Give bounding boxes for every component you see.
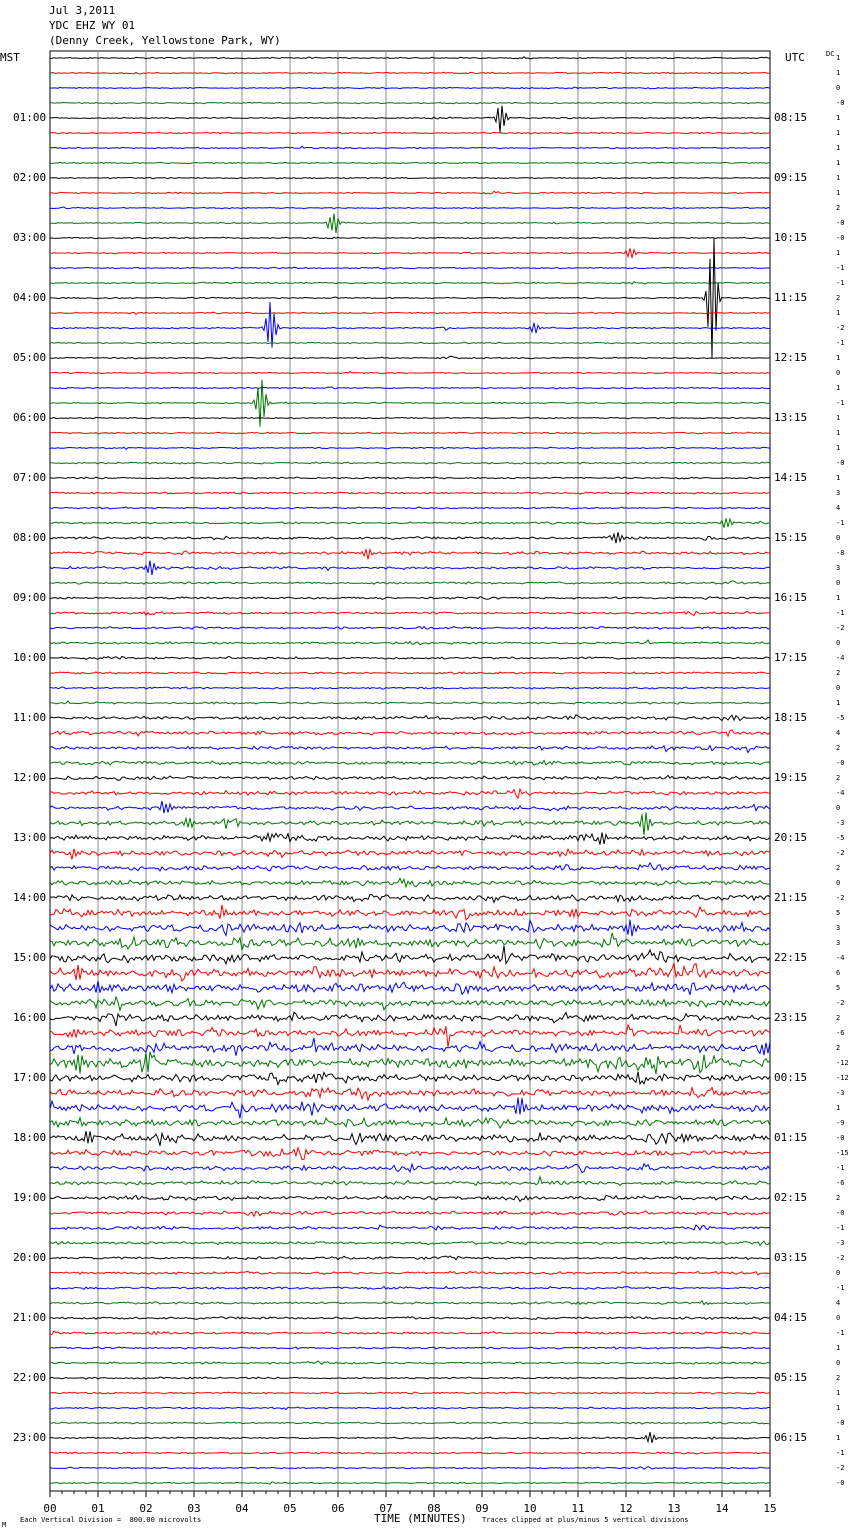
left-hour-label: 04:00 [13,291,47,304]
trace-row-26 [50,447,770,449]
trace-row-48 [50,775,770,780]
right-hour-label: 06:15 [774,1431,808,1444]
trace-row-35 [50,581,770,584]
dc-offset-label: 0 [836,369,841,377]
left-hour-label: 09:00 [13,591,47,604]
dc-offset-label: 1 [836,414,841,422]
dc-offset-label: -0 [836,459,845,467]
trace-row-27 [50,462,770,464]
dc-offset-label: -1 [836,1329,845,1337]
trace-row-37 [50,612,770,616]
trace-row-6 [50,146,770,149]
dc-offset-label: -2 [836,324,845,332]
dc-offset-label: -0 [836,234,845,242]
dc-offset-label: -4 [836,789,845,797]
right-hour-label: 15:15 [774,531,808,544]
trace-row-66 [50,1038,770,1056]
header-station: YDC EHZ WY 01 [49,19,136,32]
left-hour-label: 15:00 [13,951,47,964]
right-hour-label: 00:15 [774,1071,808,1084]
trace-row-91 [50,1422,770,1424]
left-hour-label: 12:00 [13,771,47,784]
trace-row-93 [50,1452,770,1454]
trace-row-90 [50,1407,770,1410]
dc-offset-label: -2 [836,849,845,857]
x-tick-label: 09 [475,1502,489,1515]
trace-row-84 [50,1317,770,1320]
dc-offset-label: -9 [836,1119,845,1127]
dc-offset-label: -3 [836,819,845,827]
trace-row-45 [50,730,770,736]
dc-offset-label: 1 [836,1434,841,1442]
dc-offset-label: -1 [836,264,845,272]
dc-offset-label: 1 [836,594,841,602]
right-hour-label: 22:15 [774,951,808,964]
trace-row-9 [50,191,770,194]
trace-row-64 [50,1012,770,1026]
trace-row-92 [50,1432,770,1443]
right-hour-label: 08:15 [774,111,808,124]
x-tick-label: 06 [331,1502,345,1515]
trace-row-83 [50,1301,770,1305]
dc-offset-label: 1 [836,354,841,362]
dc-offset-label: 2 [836,204,841,212]
trace-row-94 [50,1467,770,1470]
trace-row-36 [50,597,770,600]
trace-row-51 [50,812,770,835]
left-hour-label: 07:00 [13,471,47,484]
dc-offset-label: -1 [836,609,845,617]
trace-row-95 [50,1482,770,1484]
right-hour-label: 21:15 [774,891,808,904]
trace-row-65 [50,1025,770,1047]
trace-row-24 [50,417,770,419]
dc-offset-label: 1 [836,69,841,77]
trace-row-89 [50,1392,770,1394]
right-hour-label: 23:15 [774,1011,808,1024]
dc-offset-label: 0 [836,804,841,812]
trace-row-14 [50,267,770,269]
trace-row-52 [50,833,770,845]
dc-offset-label: -0 [836,99,845,107]
dc-offset-label: -1 [836,1164,845,1172]
header-location: (Denny Creek, Yellowstone Park, WY) [49,34,281,47]
trace-row-74 [50,1164,770,1173]
dc-offset-label: 2 [836,744,841,752]
right-hour-label: 16:15 [774,591,808,604]
trace-row-49 [50,789,770,798]
trace-row-63 [50,997,770,1010]
dc-offset-label: -15 [836,1149,849,1157]
trace-row-87 [50,1361,770,1364]
dc-offset-label: 1 [836,1389,841,1397]
right-hour-label: 02:15 [774,1191,808,1204]
left-hour-label: 19:00 [13,1191,47,1204]
x-tick-label: 08 [427,1502,441,1515]
left-hour-label: 06:00 [13,411,47,424]
left-hour-label: 18:00 [13,1131,47,1144]
dc-offset-label: 1 [836,144,841,152]
trace-row-59 [50,933,770,950]
dc-offset-label: -0 [836,1209,845,1217]
dc-offset-label: -4 [836,654,845,662]
dc-offset-label: 1 [836,1344,841,1352]
left-hour-label: 23:00 [13,1431,47,1444]
dc-offset-label: 0 [836,1314,841,1322]
right-hour-label: 04:15 [774,1311,808,1324]
dc-offset-label: -3 [836,1089,845,1097]
dc-offset-label: 1 [836,444,841,452]
trace-row-50 [50,801,770,813]
scale-note: Each Vertical Division = 800.00 microvolts [20,1516,202,1524]
trace-row-80 [50,1256,770,1260]
trace-row-54 [50,863,770,871]
dc-offset-label: -2 [836,894,845,902]
trace-row-30 [50,507,770,509]
trace-row-77 [50,1211,770,1217]
trace-row-44 [50,715,770,721]
trace-row-43 [50,701,770,704]
dc-offset-label: 1 [836,699,841,707]
dc-offset-label: 0 [836,84,841,92]
trace-row-11 [50,214,770,233]
dc-offset-label: 0 [836,1269,841,1277]
dc-offset-label: 3 [836,489,841,497]
dc-offset-label: 3 [836,564,841,572]
dc-offset-label: -1 [836,279,845,287]
corner-mark: M [2,1521,7,1529]
left-timezone-label: MST [0,51,20,64]
trace-row-82 [50,1286,770,1289]
trace-row-70 [50,1098,770,1119]
dc-offset-label: -2 [836,1254,845,1262]
trace-row-72 [50,1131,770,1146]
trace-row-79 [50,1241,770,1245]
right-hour-label: 01:15 [774,1131,808,1144]
x-tick-label: 10 [523,1502,537,1515]
dc-offset-label: 2 [836,864,841,872]
trace-row-78 [50,1225,770,1230]
trace-row-32 [50,532,770,543]
trace-row-5 [50,132,770,134]
trace-row-71 [50,1118,770,1128]
dc-offset-label: 2 [836,294,841,302]
trace-row-22 [50,387,770,389]
left-hour-label: 22:00 [13,1371,47,1384]
x-tick-label: 01 [91,1502,105,1515]
dc-offset-label: 1 [836,54,841,62]
trace-row-62 [50,981,770,995]
dc-offset-label: -1 [836,1449,845,1457]
trace-row-1 [50,72,770,74]
right-timezone-label: UTC [785,51,805,64]
trace-row-73 [50,1148,770,1160]
dc-offset-label: 1 [836,189,841,197]
trace-row-38 [50,627,770,630]
dc-offset-label: 1 [836,474,841,482]
trace-row-31 [50,518,770,527]
dc-offset-label: -0 [836,219,845,227]
trace-row-56 [50,895,770,903]
dc-offset-label: -1 [836,519,845,527]
right-hour-label: 20:15 [774,831,808,844]
trace-row-88 [50,1377,770,1379]
dc-offset-label: 0 [836,534,841,542]
trace-row-16 [50,238,770,358]
dc-offset-label: 2 [836,1374,841,1382]
x-tick-label: 03 [187,1502,201,1515]
trace-row-47 [50,760,770,765]
right-hour-label: 03:15 [774,1251,808,1264]
left-hour-label: 16:00 [13,1011,47,1024]
dc-offset-label: 5 [836,909,841,917]
dc-offset-label: 2 [836,669,841,677]
trace-row-17 [50,312,770,314]
dc-offset-label: -2 [836,1464,845,1472]
left-hour-label: 21:00 [13,1311,47,1324]
dc-offset-label: 1 [836,384,841,392]
trace-row-55 [50,878,770,887]
dc-offset-label: -0 [836,1479,845,1487]
dc-offset-label: -2 [836,624,845,632]
x-axis-label: TIME (MINUTES) [374,1512,467,1525]
dc-offset-label: -1 [836,399,845,407]
dc-offset-label: 1 [836,429,841,437]
trace-row-81 [50,1271,770,1274]
left-hour-label: 03:00 [13,231,47,244]
trace-row-29 [50,492,770,494]
dc-offset-label: -1 [836,1284,845,1292]
dc-offset-label: 0 [836,1359,841,1367]
trace-row-18 [50,302,770,348]
dc-offset-label: 0 [836,639,841,647]
trace-row-8 [50,177,770,179]
dc-offset-label: 1 [836,309,841,317]
dc-offset-label: 2 [836,1014,841,1022]
dc-offset-label: -0 [836,1134,845,1142]
trace-row-23 [50,380,770,427]
trace-row-76 [50,1195,770,1201]
trace-row-19 [50,342,770,344]
dc-offset-label: 0 [836,879,841,887]
left-hour-label: 11:00 [13,711,47,724]
right-hour-label: 13:15 [774,411,808,424]
trace-row-60 [50,946,770,965]
dc-offset-label: -4 [836,954,845,962]
trace-row-10 [50,207,770,209]
trace-row-15 [50,282,770,285]
dc-offset-label: -5 [836,714,845,722]
trace-row-53 [50,849,770,860]
left-hour-label: 02:00 [13,171,47,184]
dc-offset-label: -3 [836,1239,845,1247]
trace-row-0 [50,57,770,59]
trace-row-68 [50,1072,770,1085]
right-hour-label: 17:15 [774,651,808,664]
x-tick-label: 05 [283,1502,297,1515]
trace-row-46 [50,746,770,753]
trace-row-20 [50,356,770,359]
dc-offset-label: 1 [836,1404,841,1412]
x-tick-label: 15 [763,1502,777,1515]
right-hour-label: 19:15 [774,771,808,784]
x-tick-label: 04 [235,1502,249,1515]
dc-offset-label: -0 [836,759,845,767]
trace-row-58 [50,920,770,937]
left-hour-label: 10:00 [13,651,47,664]
left-hour-label: 14:00 [13,891,47,904]
trace-row-2 [50,87,770,89]
dc-offset-label: -0 [836,1419,845,1427]
left-hour-label: 17:00 [13,1071,47,1084]
dc-offset-label: 5 [836,984,841,992]
left-hour-label: 13:00 [13,831,47,844]
dc-offset-label: -1 [836,339,845,347]
dc-offset-label: 1 [836,174,841,182]
dc-offset-label: 2 [836,1194,841,1202]
x-tick-label: 13 [667,1502,681,1515]
left-hour-label: 20:00 [13,1251,47,1264]
trace-row-25 [50,432,770,434]
trace-row-61 [50,963,770,981]
dc-offset-label: 0 [836,579,841,587]
x-tick-label: 12 [619,1502,633,1515]
right-hour-label: 12:15 [774,351,808,364]
header-date: Jul 3,2011 [49,4,116,17]
trace-row-75 [50,1177,770,1186]
trace-row-13 [50,248,770,258]
right-hour-label: 05:15 [774,1371,808,1384]
trace-row-40 [50,657,770,660]
dc-offset-label: 3 [836,939,841,947]
dc-header: DC [826,50,835,58]
trace-row-34 [50,561,770,575]
dc-offset-label: -5 [836,834,845,842]
trace-row-57 [50,905,770,920]
x-tick-label: 00 [43,1502,57,1515]
dc-offset-label: 2 [836,1044,841,1052]
dc-offset-label: 1 [836,1104,841,1112]
trace-row-69 [50,1087,770,1100]
right-hour-label: 14:15 [774,471,808,484]
dc-offset-label: 2 [836,774,841,782]
trace-row-3 [50,102,770,104]
dc-offset-label: -1 [836,1224,845,1232]
plot-frame [50,51,770,1491]
dc-offset-label: 3 [836,924,841,932]
trace-row-85 [50,1331,770,1335]
trace-row-28 [50,477,770,479]
dc-offset-label: 1 [836,129,841,137]
trace-row-7 [50,162,770,164]
dc-offset-label: 4 [836,1299,841,1307]
right-hour-label: 09:15 [774,171,808,184]
trace-row-12 [50,237,770,239]
dc-offset-label: -2 [836,999,845,1007]
trace-row-33 [50,550,770,560]
right-hour-label: 18:15 [774,711,808,724]
dc-offset-label: 1 [836,249,841,257]
x-tick-label: 02 [139,1502,153,1515]
dc-offset-label: -12 [836,1059,849,1067]
dc-offset-label: 4 [836,729,841,737]
left-hour-label: 08:00 [13,531,47,544]
clip-note: Traces clipped at plus/minus 5 vertical divisions [482,1516,689,1524]
trace-row-21 [50,372,770,374]
x-tick-label: 11 [571,1502,585,1515]
dc-offset-label: 6 [836,969,841,977]
left-hour-label: 05:00 [13,351,47,364]
dc-offset-label: -8 [836,549,845,557]
trace-row-41 [50,672,770,674]
trace-row-39 [50,640,770,645]
right-hour-label: 10:15 [774,231,808,244]
dc-offset-label: -12 [836,1074,849,1082]
x-tick-label: 14 [715,1502,729,1515]
dc-offset-label: 1 [836,114,841,122]
dc-offset-label: 4 [836,504,841,512]
dc-offset-label: -6 [836,1179,845,1187]
trace-row-42 [50,687,770,689]
trace-row-4 [50,106,770,133]
trace-row-86 [50,1347,770,1349]
dc-offset-label: 0 [836,684,841,692]
trace-row-67 [50,1052,770,1074]
dc-offset-label: 1 [836,159,841,167]
x-tick-label: 07 [379,1502,393,1515]
dc-offset-label: -6 [836,1029,845,1037]
right-hour-label: 11:15 [774,291,808,304]
left-hour-label: 01:00 [13,111,47,124]
